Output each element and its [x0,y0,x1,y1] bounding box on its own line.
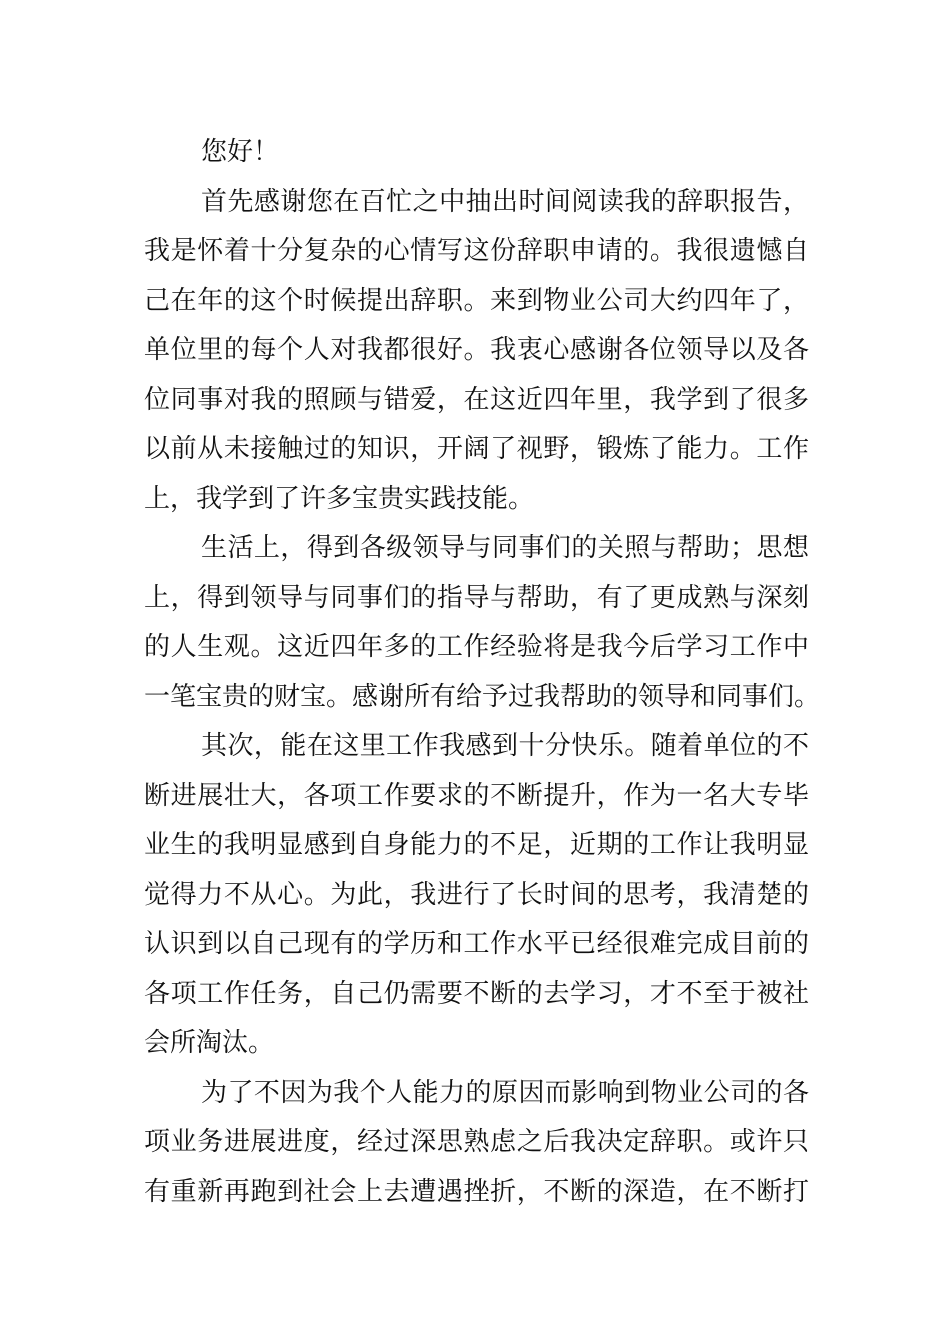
paragraph-1-line-5: 位同事对我的照顾与错爱，在这近四年里，我学到了很多 [144,384,809,415]
paragraph-2-line-2: 上，得到领导与同事们的指导与帮助，有了更成熟与深刻 [144,582,809,613]
paragraph-1-line-1: 首先感谢您在百忙之中抽出时间阅读我的辞职报告， [201,186,809,217]
letter-body [144,128,821,1217]
paragraph-1-line-6: 以前从未接触过的知识，开阔了视野，锻炼了能力。工作 [144,434,809,464]
paragraph-2-line-3: 的人生观。这近四年多的工作经验将是我今后学习工作中 [144,632,809,662]
paragraph-4-line-2: 项业务进展进度，经过深思熟虑之后我决定辞职。或许只 [144,1127,809,1157]
paragraph-3-line-4: 觉得力不从心。为此，我进行了长时间的思考，我清楚的 [144,879,809,910]
paragraph-1-line-4: 单位里的每个人对我都很好。我衷心感谢各位领导以及各 [144,335,809,365]
paragraph-3-line-2: 断进展壮大，各项工作要求的不断提升，作为一名大专毕 [144,780,809,811]
paragraph-3-line-7: 会所淘汰。 [144,1028,275,1058]
paragraph-1-line-3: 己在年的这个时候提出辞职。来到物业公司大约四年了， [144,285,809,316]
paragraph-4-line-3: 有重新再跑到社会上去遭遇挫折，不断的深造，在不断打 [144,1176,809,1207]
paragraph-3-line-6: 各项工作任务，自己仍需要不断的去学习，才不至于被社 [144,978,809,1009]
paragraph-4-line-1: 为了不因为我个人能力的原因而影响到物业公司的各 [201,1077,809,1108]
paragraph-3-line-5: 认识到以自己现有的学历和工作水平已经很难完成目前的 [144,929,809,959]
paragraph-3-line-1: 其次，能在这里工作我感到十分快乐。随着单位的不 [201,731,809,761]
paragraph-2-line-4: 一笔宝贵的财宝。感谢所有给予过我帮助的领导和同事们。 [144,681,821,712]
paragraph-2-line-1: 生活上，得到各级领导与同事们的关照与帮助；思想 [201,533,809,563]
greeting: 您好！ [201,137,280,167]
paragraph-1-line-7: 上，我学到了许多宝贵实践技能。 [144,483,535,514]
paragraph-3-line-3: 业生的我明显感到自身能力的不足，近期的工作让我明显 [144,830,809,860]
paragraph-1-line-2: 我是怀着十分复杂的心情写这份辞职申请的。我很遗憾自 [144,236,809,266]
